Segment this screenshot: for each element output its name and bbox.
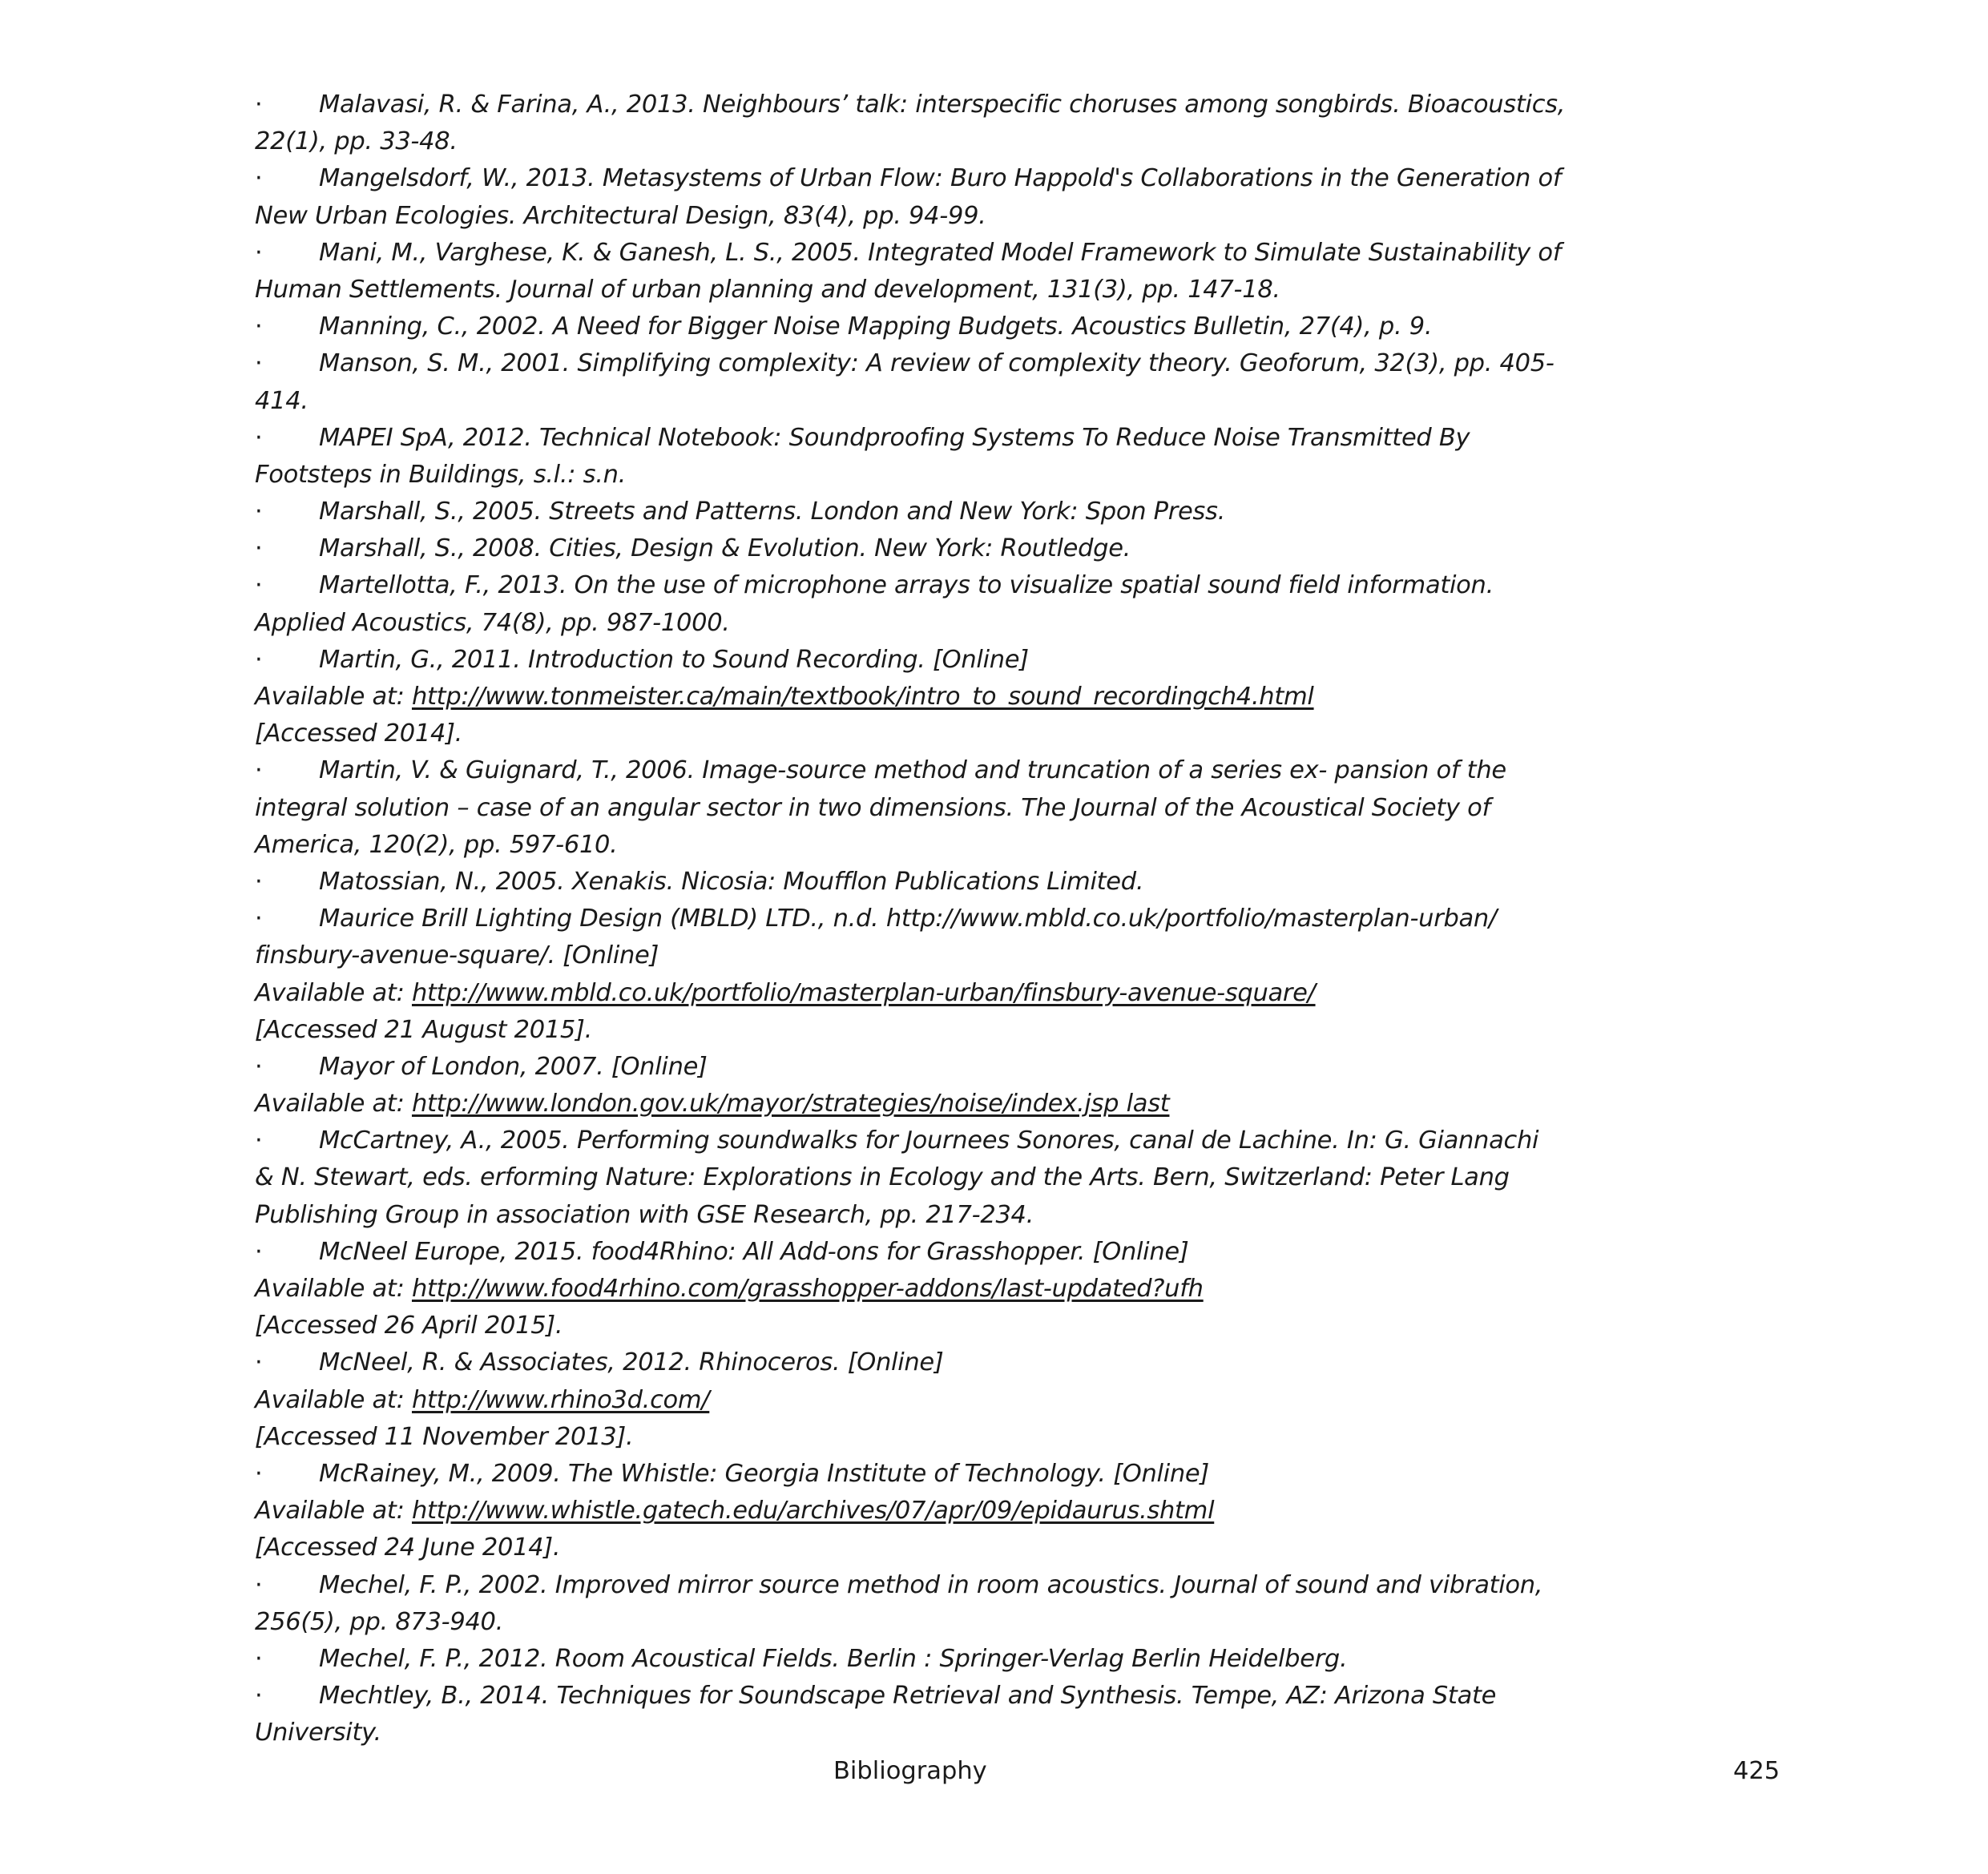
accessed-date: [Accessed 24 June 2014]. bbox=[255, 1533, 561, 1562]
reference-url-link[interactable]: http://www.whistle.gatech.edu/archives/07/apr/09/epidaurus.shtml bbox=[411, 1497, 1215, 1525]
reference-first-line bbox=[255, 494, 1569, 530]
bullet-icon: · bbox=[255, 238, 263, 267]
reference-entry bbox=[255, 901, 1569, 1049]
reference-url-link[interactable]: http://www.rhino3d.com/ bbox=[411, 1385, 710, 1414]
reference-text: Marshall, S., 2008. Cities, Design & Evolution. New York: Routledge. bbox=[319, 534, 1131, 563]
reference-continuation: 256(5), pp. 873-940. bbox=[255, 1607, 504, 1636]
reference-text: Matossian, N., 2005. Xenakis. Nicosia: Moufflon Publications Limited. bbox=[319, 867, 1144, 896]
reference-entry bbox=[255, 530, 1569, 567]
reference-first-line bbox=[255, 1049, 1569, 1086]
reference-text: MAPEI SpA, 2012. Technical Notebook: Soundproofing Systems To Reduce Noise Transmitted By bbox=[319, 423, 1470, 452]
available-at-label: Available at: bbox=[255, 683, 412, 711]
reference-first-line bbox=[255, 1678, 1569, 1715]
available-at-label: Available at: bbox=[255, 978, 412, 1007]
reference-url-link[interactable]: http://www.london.gov.uk/mayor/strategies/noise/index.jsp last bbox=[411, 1090, 1170, 1118]
page-number: 425 bbox=[1733, 1757, 1780, 1785]
bullet-icon: · bbox=[255, 571, 263, 600]
reference-entry bbox=[255, 1234, 1569, 1345]
reference-entry bbox=[255, 87, 1569, 160]
bullet-icon: · bbox=[255, 423, 263, 452]
reference-continuation: 22(1), pp. 33-48. bbox=[255, 127, 458, 156]
bullet-icon: · bbox=[255, 867, 263, 896]
reference-text: Maurice Brill Lighting Design (MBLD) LTD., n.d. http://www.mbld.co.uk/portfolio/masterplan-urban/ bbox=[319, 905, 1497, 933]
reference-entry bbox=[255, 420, 1569, 494]
reference-first-line bbox=[255, 901, 1569, 937]
reference-entry bbox=[255, 1456, 1569, 1567]
accessed-date: [Accessed 26 April 2015]. bbox=[255, 1312, 563, 1340]
reference-entry bbox=[255, 864, 1569, 901]
bullet-icon: · bbox=[255, 756, 263, 785]
reference-first-line bbox=[255, 642, 1569, 679]
reference-entry bbox=[255, 1344, 1569, 1456]
reference-list bbox=[255, 87, 1569, 1751]
available-at-line bbox=[255, 1086, 1569, 1122]
bullet-icon: · bbox=[255, 1348, 263, 1377]
reference-entry bbox=[255, 1641, 1569, 1678]
available-at-label: Available at: bbox=[255, 1497, 412, 1525]
reference-text: McRainey, M., 2009. The Whistle: Georgia Institute of Technology. [Online] bbox=[319, 1459, 1209, 1488]
reference-continuation: Footsteps in Buildings, s.l.: s.n. bbox=[255, 460, 627, 489]
reference-text: Manning, C., 2002. A Need for Bigger Noise Mapping Budgets. Acoustics Bulletin, 27(4), p. 9. bbox=[319, 312, 1433, 341]
footer-title: Bibliography bbox=[833, 1757, 987, 1785]
reference-entry bbox=[255, 1049, 1569, 1122]
reference-first-line bbox=[255, 235, 1569, 272]
reference-entry bbox=[255, 1122, 1569, 1234]
available-at-line bbox=[255, 1382, 1569, 1419]
accessed-date: [Accessed 2014]. bbox=[255, 719, 463, 748]
bullet-icon: · bbox=[255, 534, 263, 563]
reference-entry bbox=[255, 308, 1569, 345]
bullet-icon: · bbox=[255, 905, 263, 933]
reference-first-line bbox=[255, 530, 1569, 567]
available-at-line bbox=[255, 1271, 1569, 1308]
reference-text: Mechtley, B., 2014. Techniques for Soundscape Retrieval and Synthesis. Tempe, AZ: Arizona State bbox=[319, 1682, 1497, 1711]
reference-continuation: Publishing Group in association with GSE Research, pp. 217-234. bbox=[255, 1200, 1034, 1229]
reference-entry bbox=[255, 160, 1569, 234]
reference-first-line bbox=[255, 567, 1569, 604]
reference-text: Mani, M., Varghese, K. & Ganesh, L. S., 2005. Integrated Model Framework to Simulate Sustainability of bbox=[319, 238, 1562, 267]
available-at-label: Available at: bbox=[255, 1385, 412, 1414]
bullet-icon: · bbox=[255, 498, 263, 526]
reference-first-line bbox=[255, 87, 1569, 123]
reference-text: Mangelsdorf, W., 2013. Metasystems of Urban Flow: Buro Happold's Collaborations in the Generation of bbox=[319, 164, 1562, 193]
reference-url-link[interactable]: http://www.tonmeister.ca/main/textbook/intro_to_sound_recordingch4.html bbox=[411, 683, 1314, 711]
reference-continuation: University. bbox=[255, 1719, 381, 1747]
reference-text: McNeel Europe, 2015. food4Rhino: All Add-ons for Grasshopper. [Online] bbox=[319, 1237, 1189, 1266]
reference-first-line bbox=[255, 1344, 1569, 1381]
reference-first-line bbox=[255, 864, 1569, 901]
reference-continuation: finsbury-avenue-square/. [Online] bbox=[255, 941, 659, 970]
reference-text: Martin, V. & Guignard, T., 2006. Image-source method and truncation of a series ex- pansion of the bbox=[319, 756, 1506, 785]
bullet-icon: · bbox=[255, 1570, 263, 1599]
bullet-icon: · bbox=[255, 1052, 263, 1081]
bullet-icon: · bbox=[255, 349, 263, 378]
available-at-label: Available at: bbox=[255, 1275, 412, 1303]
bullet-icon: · bbox=[255, 1126, 263, 1155]
available-at-line bbox=[255, 975, 1569, 1012]
reference-entry bbox=[255, 345, 1569, 419]
reference-first-line bbox=[255, 1567, 1569, 1604]
reference-text: Martin, G., 2011. Introduction to Sound Recording. [Online] bbox=[319, 645, 1029, 674]
reference-text: McCartney, A., 2005. Performing soundwalks for Journees Sonores, canal de Lachine. In: G. Giannachi bbox=[319, 1126, 1539, 1155]
available-at-line bbox=[255, 1493, 1569, 1529]
reference-continuation: 414. bbox=[255, 386, 308, 415]
reference-entry bbox=[255, 567, 1569, 641]
reference-first-line bbox=[255, 1456, 1569, 1493]
reference-text: Mayor of London, 2007. [Online] bbox=[319, 1052, 708, 1081]
reference-first-line bbox=[255, 420, 1569, 457]
accessed-date: [Accessed 21 August 2015]. bbox=[255, 1015, 593, 1044]
bullet-icon: · bbox=[255, 91, 263, 119]
reference-continuation: New Urban Ecologies. Architectural Design, 83(4), pp. 94-99. bbox=[255, 201, 986, 230]
bullet-icon: · bbox=[255, 164, 263, 193]
reference-text: McNeel, R. & Associates, 2012. Rhinoceros. [Online] bbox=[319, 1348, 944, 1377]
available-at-line bbox=[255, 679, 1569, 715]
bullet-icon: · bbox=[255, 1237, 263, 1266]
bullet-icon: · bbox=[255, 645, 263, 674]
reference-first-line bbox=[255, 308, 1569, 345]
reference-first-line bbox=[255, 1641, 1569, 1678]
reference-first-line bbox=[255, 1122, 1569, 1159]
reference-continuation: Applied Acoustics, 74(8), pp. 987-1000. bbox=[255, 608, 730, 637]
reference-entry bbox=[255, 1678, 1569, 1751]
reference-first-line bbox=[255, 752, 1569, 789]
reference-url-link[interactable]: http://www.food4rhino.com/grasshopper-addons/last-updated?ufh bbox=[411, 1275, 1204, 1303]
reference-entry bbox=[255, 1567, 1569, 1641]
reference-text: Marshall, S., 2005. Streets and Patterns. London and New York: Spon Press. bbox=[319, 498, 1225, 526]
reference-text: Malavasi, R. & Farina, A., 2013. Neighbours’ talk: interspecific choruses among songbirds. Bioacoustics, bbox=[319, 91, 1566, 119]
reference-text: Mechel, F. P., 2012. Room Acoustical Fields. Berlin : Springer-Verlag Berlin Heidelberg. bbox=[319, 1644, 1348, 1673]
reference-text: Manson, S. M., 2001. Simplifying complexity: A review of complexity theory. Geoforum, 32(3), pp. 405- bbox=[319, 349, 1555, 378]
available-at-label: Available at: bbox=[255, 1090, 412, 1118]
reference-continuation: & N. Stewart, eds. erforming Nature: Explorations in Ecology and the Arts. Bern, Switzerland: Peter Lang bbox=[255, 1163, 1510, 1192]
reference-url-link[interactable]: http://www.mbld.co.uk/portfolio/masterplan-urban/finsbury-avenue-square/ bbox=[411, 978, 1316, 1007]
reference-entry bbox=[255, 235, 1569, 308]
reference-continuation: Human Settlements. Journal of urban planning and development, 131(3), pp. 147-18. bbox=[255, 275, 1280, 304]
reference-continuation: America, 120(2), pp. 597-610. bbox=[255, 830, 618, 859]
reference-first-line bbox=[255, 160, 1569, 197]
reference-entry bbox=[255, 752, 1569, 864]
bullet-icon: · bbox=[255, 1682, 263, 1711]
reference-entry bbox=[255, 642, 1569, 753]
reference-first-line bbox=[255, 1234, 1569, 1271]
reference-entry bbox=[255, 494, 1569, 530]
reference-continuation: integral solution – case of an angular sector in two dimensions. The Journal of the Acoustical Society of bbox=[255, 793, 1490, 822]
reference-text: Mechel, F. P., 2002. Improved mirror source method in room acoustics. Journal of sound and vibration, bbox=[319, 1570, 1543, 1599]
bullet-icon: · bbox=[255, 1459, 263, 1488]
reference-first-line bbox=[255, 345, 1569, 382]
bullet-icon: · bbox=[255, 312, 263, 341]
accessed-date: [Accessed 11 November 2013]. bbox=[255, 1422, 634, 1451]
bullet-icon: · bbox=[255, 1644, 263, 1673]
reference-text: Martellotta, F., 2013. On the use of microphone arrays to visualize spatial sound field information. bbox=[319, 571, 1494, 600]
